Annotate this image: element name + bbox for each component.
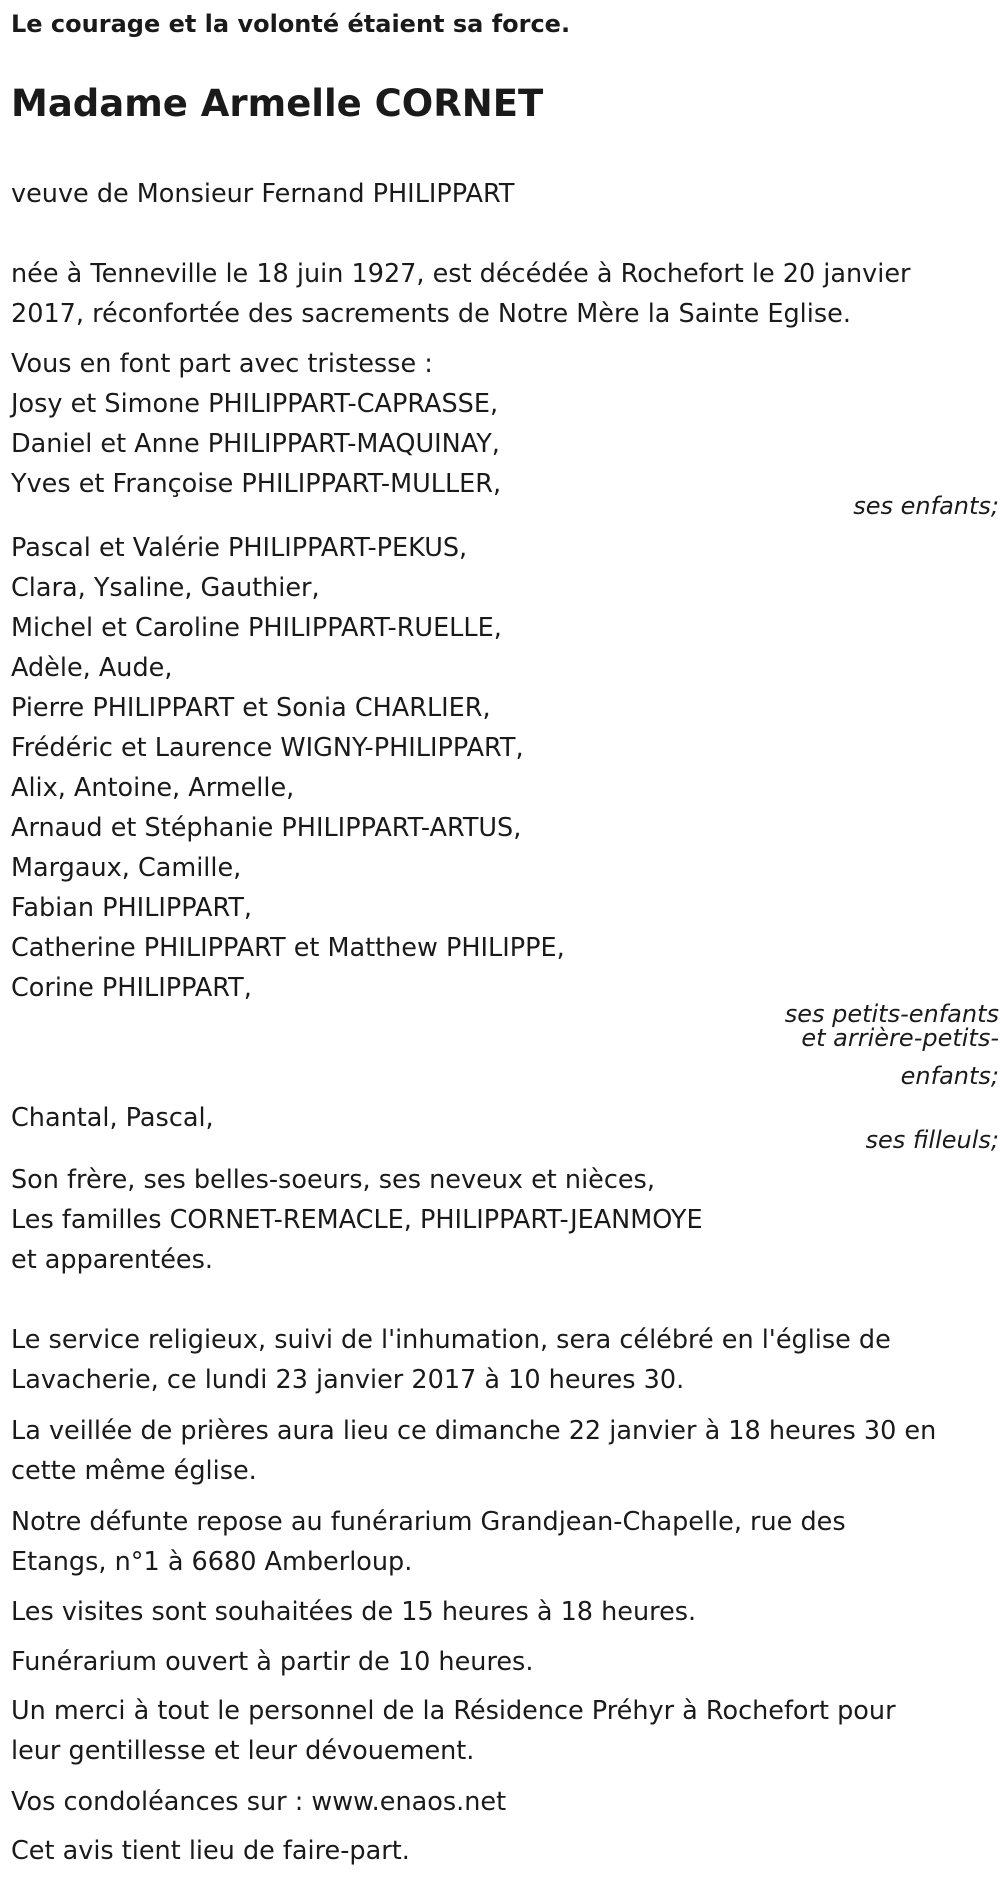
condolences-line: Vos condoléances sur : www.enaos.net (11, 1787, 507, 1817)
repose-paragraph (11, 1502, 999, 1582)
grandchildren-label-3: enfants; (900, 1062, 999, 1090)
visits-line: Les visites sont souhaitées de 15 heures à 18 heures. (11, 1597, 697, 1627)
service-line: Le service religieux, suivi de l'inhumation, sera célébré en l'église de (11, 1325, 891, 1355)
condolences-paragraph (11, 1782, 999, 1822)
grandchild-line: Michel et Caroline PHILIPPART-RUELLE, (11, 613, 502, 643)
repose-line: Etangs, n°1 à 6680 Amberloup. (11, 1547, 413, 1577)
grandchild-line: Fabian PHILIPPART, (11, 893, 253, 923)
motto: Le courage et la volonté étaient sa force. (11, 10, 571, 38)
grandchild-line: Clara, Ysaline, Gauthier, (11, 573, 320, 603)
grandchild-line: Arnaud et Stéphanie PHILIPPART-ARTUS, (11, 813, 522, 843)
godchildren-label: ses filleuls; (865, 1126, 999, 1154)
announce-intro: Vous en font part avec tristesse : (11, 349, 433, 379)
thanks-line: leur gentillesse et leur dévouement. (11, 1736, 475, 1766)
spouse-line (11, 174, 999, 214)
grandchildren-label-2: et arrière-petits- (801, 1024, 999, 1052)
birth-death-line: née à Tenneville le 18 juin 1927, est décédée à Rochefort le 20 janvier (11, 259, 911, 289)
grandchild-line: Catherine PHILIPPART et Matthew PHILIPPE, (11, 933, 565, 963)
grandchild-line: Frédéric et Laurence WIGNY-PHILIPPART, (11, 733, 524, 763)
family-section (11, 1160, 999, 1280)
family-line: Son frère, ses belles-soeurs, ses neveux et nièces, (11, 1165, 655, 1195)
grandchild-line: Margaux, Camille, (11, 853, 242, 883)
grandchildren-label-1: ses petits-enfants (784, 1000, 999, 1028)
vigil-line: cette même église. (11, 1456, 257, 1486)
child-line: Daniel et Anne PHILIPPART-MAQUINAY, (11, 429, 500, 459)
children-label: ses enfants; (853, 492, 999, 520)
family-line: et apparentées. (11, 1245, 213, 1275)
funerarium-line: Funérarium ouvert à partir de 10 heures. (11, 1647, 534, 1677)
birth-death-paragraph (11, 254, 999, 334)
grandchild-line: Pierre PHILIPPART et Sonia CHARLIER, (11, 693, 491, 723)
service-paragraph (11, 1320, 999, 1400)
thanks-paragraph (11, 1691, 999, 1771)
grandchildren-section (11, 528, 999, 1090)
service-line: Lavacherie, ce lundi 23 janvier 2017 à 10 heures 30. (11, 1365, 685, 1395)
child-line: Yves et Françoise PHILIPPART-MULLER, (11, 469, 502, 499)
grandchild-line: Alix, Antoine, Armelle, (11, 773, 295, 803)
thanks-line: Un merci à tout le personnel de la Résidence Préhyr à Rochefort pour (11, 1696, 896, 1726)
children-section (11, 344, 999, 520)
birth-death-line: 2017, réconfortée des sacrements de Notre Mère la Sainte Eglise. (11, 299, 851, 329)
closing-paragraph (11, 1831, 999, 1871)
closing-line: Cet avis tient lieu de faire-part. (11, 1836, 410, 1866)
godchildren-section (11, 1098, 999, 1154)
vigil-line: La veillée de prières aura lieu ce dimanche 22 janvier à 18 heures 30 en (11, 1416, 937, 1446)
grandchild-line: Pascal et Valérie PHILIPPART-PEKUS, (11, 533, 468, 563)
godchildren-line: Chantal, Pascal, (11, 1103, 214, 1133)
visits-paragraph (11, 1592, 999, 1632)
deceased-name: Madame Armelle CORNET (11, 82, 544, 125)
family-line: Les familles CORNET-REMACLE, PHILIPPART-JEANMOYE (11, 1205, 703, 1235)
funerarium-paragraph (11, 1642, 999, 1682)
spouse-text: veuve de Monsieur Fernand PHILIPPART (11, 179, 515, 209)
repose-line: Notre défunte repose au funérarium Grandjean-Chapelle, rue des (11, 1507, 846, 1537)
vigil-paragraph (11, 1411, 999, 1491)
child-line: Josy et Simone PHILIPPART-CAPRASSE, (11, 389, 499, 419)
grandchild-line: Adèle, Aude, (11, 653, 173, 683)
grandchild-line: Corine PHILIPPART, (11, 973, 252, 1003)
